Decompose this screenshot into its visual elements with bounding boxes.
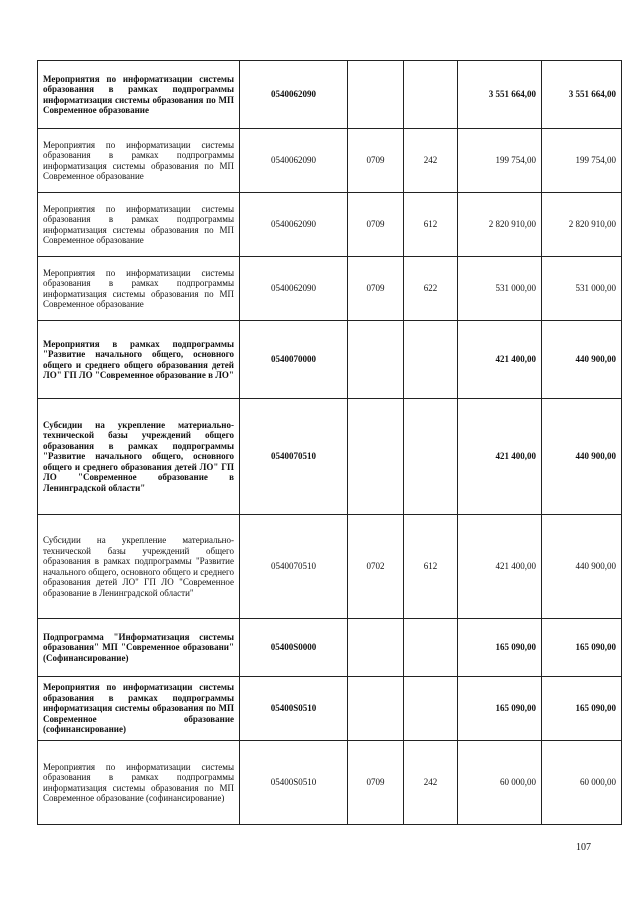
row-section — [348, 61, 404, 129]
row-target-code: 05400S0000 — [240, 619, 348, 677]
row-target-code: 0540062090 — [240, 257, 348, 321]
row-expense-type: 242 — [404, 129, 458, 193]
row-target-code: 05400S0510 — [240, 741, 348, 825]
page-number: 107 — [576, 842, 591, 853]
row-target-code: 0540062090 — [240, 193, 348, 257]
table-row — [38, 619, 622, 677]
row-target-code: 05400S0510 — [240, 677, 348, 741]
row-amount-1: 2 820 910,00 — [458, 193, 542, 257]
row-section: 0709 — [348, 741, 404, 825]
row-section — [348, 399, 404, 515]
row-target-code: 0540070000 — [240, 321, 348, 399]
row-name: Мероприятия по информатизации системы образования в рамках подпрограммы информатизация системы образования по МП Современное образование — [38, 257, 240, 321]
row-target-code: 0540070510 — [240, 515, 348, 619]
row-amount-1: 421 400,00 — [458, 515, 542, 619]
row-amount-2: 440 900,00 — [542, 515, 622, 619]
row-name: Мероприятия по информатизации системы образования в рамках подпрограммы информатизация системы образования по МП Современное образование — [38, 61, 240, 129]
row-amount-1: 60 000,00 — [458, 741, 542, 825]
table-row — [38, 193, 622, 257]
row-name: Мероприятия по информатизации системы образования в рамках подпрограммы информатизация системы образования по МП Современное образование — [38, 193, 240, 257]
table-row — [38, 741, 622, 825]
table-row — [38, 61, 622, 129]
row-amount-2: 3 551 664,00 — [542, 61, 622, 129]
row-amount-2: 531 000,00 — [542, 257, 622, 321]
row-expense-type — [404, 61, 458, 129]
row-amount-2: 165 090,00 — [542, 619, 622, 677]
table-row — [38, 321, 622, 399]
row-section — [348, 677, 404, 741]
row-name: Субсидии на укрепление материально-технической базы учреждений общего образования в рамках подпрограммы "Развитие начального общего, основного общего и среднего образования детей ЛО" ГП ЛО "Современное образование в Ленинградской области" — [38, 515, 240, 619]
row-expense-type: 612 — [404, 515, 458, 619]
row-target-code: 0540062090 — [240, 61, 348, 129]
row-amount-1: 165 090,00 — [458, 619, 542, 677]
table-row — [38, 399, 622, 515]
row-section: 0709 — [348, 257, 404, 321]
row-amount-2: 440 900,00 — [542, 399, 622, 515]
row-expense-type — [404, 399, 458, 515]
row-name: Мероприятия по информатизации системы образования в рамках подпрограммы информатизация системы образования по МП Современное образование — [38, 129, 240, 193]
row-section: 0709 — [348, 129, 404, 193]
row-amount-1: 531 000,00 — [458, 257, 542, 321]
row-amount-1: 199 754,00 — [458, 129, 542, 193]
row-target-code: 0540070510 — [240, 399, 348, 515]
row-section — [348, 619, 404, 677]
row-amount-1: 165 090,00 — [458, 677, 542, 741]
row-section: 0709 — [348, 193, 404, 257]
row-target-code: 0540062090 — [240, 129, 348, 193]
row-expense-type: 622 — [404, 257, 458, 321]
row-name: Субсидии на укрепление материально-технической базы учреждений общего образования в рамках подпрограммы "Развитие начального общего, основного общего и среднего образования детей ЛО" ГП ЛО "Современное образование в Ленинградской области" — [38, 399, 240, 515]
row-expense-type: 242 — [404, 741, 458, 825]
row-amount-2: 60 000,00 — [542, 741, 622, 825]
row-section: 0702 — [348, 515, 404, 619]
row-expense-type — [404, 321, 458, 399]
table-row — [38, 257, 622, 321]
row-name: Мероприятия по информатизации системы образования в рамках подпрограммы информатизация системы образования по МП Современное образование (софинансирование) — [38, 741, 240, 825]
row-amount-2: 199 754,00 — [542, 129, 622, 193]
row-expense-type — [404, 619, 458, 677]
row-section — [348, 321, 404, 399]
row-expense-type: 612 — [404, 193, 458, 257]
row-amount-2: 2 820 910,00 — [542, 193, 622, 257]
row-name: Подпрограмма "Информатизация системы образования" МП "Современное образовани" (Софинансирование) — [38, 619, 240, 677]
table-row — [38, 129, 622, 193]
row-name: Мероприятия по информатизации системы образования в рамках подпрограммы информатизация системы образования по МП Современное образование (софинансирование) — [38, 677, 240, 741]
row-amount-1: 3 551 664,00 — [458, 61, 542, 129]
row-amount-1: 421 400,00 — [458, 321, 542, 399]
table-row — [38, 677, 622, 741]
row-name: Мероприятия в рамках подпрограммы "Развитие начального общего, основного общего и среднего общего образования детей ЛО" ГП ЛО "Современное образование в ЛО" — [38, 321, 240, 399]
table-row — [38, 515, 622, 619]
row-expense-type — [404, 677, 458, 741]
budget-table — [37, 60, 622, 825]
row-amount-2: 165 090,00 — [542, 677, 622, 741]
row-amount-1: 421 400,00 — [458, 399, 542, 515]
row-amount-2: 440 900,00 — [542, 321, 622, 399]
